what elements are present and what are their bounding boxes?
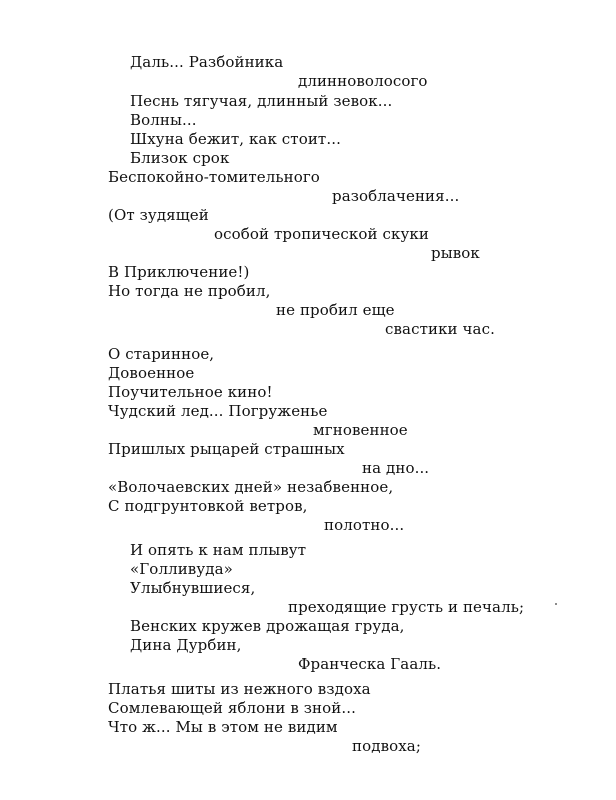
poem-line: Чудский лед... Погруженье — [108, 402, 328, 420]
poem-line: Поучительное кино! — [108, 383, 273, 401]
poem-line: Платья шиты из нежного вздоха — [108, 680, 371, 698]
poem-line: длинноволосого — [298, 72, 428, 90]
poem-line: рывок — [431, 244, 480, 262]
poem-line: Но тогда не пробил, — [108, 282, 271, 300]
poem-line: В Приключение!) — [108, 263, 250, 281]
poem-line: «Голливуда» — [130, 560, 233, 578]
poem-line: Беспокойно-томительного — [108, 168, 320, 186]
poem-line: на дно... — [362, 459, 430, 477]
poem-line: Довоенное — [108, 364, 195, 382]
poem-line: мгновенное — [313, 421, 408, 439]
poem-line: О старинное, — [108, 345, 215, 363]
poem-line: Близок срок — [130, 149, 230, 167]
poem-line: Что ж... Мы в этом не видим — [108, 718, 338, 736]
poem-line: Даль... Разбойника — [130, 53, 284, 71]
poem-line: не пробил еще — [276, 301, 395, 319]
poem-line: разоблачения... — [332, 187, 460, 205]
poem-line: «Волочаевских дней» незабвенное, — [108, 478, 394, 496]
poem-line: подвоха; — [352, 737, 421, 755]
poem-line: Сомлевающей яблони в зной... — [108, 699, 356, 717]
poem-line: Венских кружев дрожащая груда, — [130, 617, 405, 635]
scan-speck — [555, 603, 557, 605]
poem-line: Франческа Гааль. — [298, 655, 442, 673]
poem-line: И опять к нам плывут — [130, 541, 307, 559]
poem-line: С подгрунтовкой ветров, — [108, 497, 308, 515]
poem-line: Пришлых рыцарей страшных — [108, 440, 345, 458]
poem-line: Дина Дурбин, — [130, 636, 242, 654]
poem-line: Улыбнувшиеся, — [130, 579, 256, 597]
poem-line: свастики час. — [385, 320, 495, 338]
poem-line: Волны... — [130, 111, 197, 129]
poem-line: (От зудящей — [108, 206, 209, 224]
poem-line: Песнь тягучая, длинный зевок... — [130, 92, 393, 110]
poem-line: преходящие грусть и печаль; — [288, 598, 525, 616]
poem-line: полотно... — [324, 516, 405, 534]
poem-line: Шхуна бежит, как стоит... — [130, 130, 341, 148]
poem-line: особой тропической скуки — [214, 225, 429, 243]
